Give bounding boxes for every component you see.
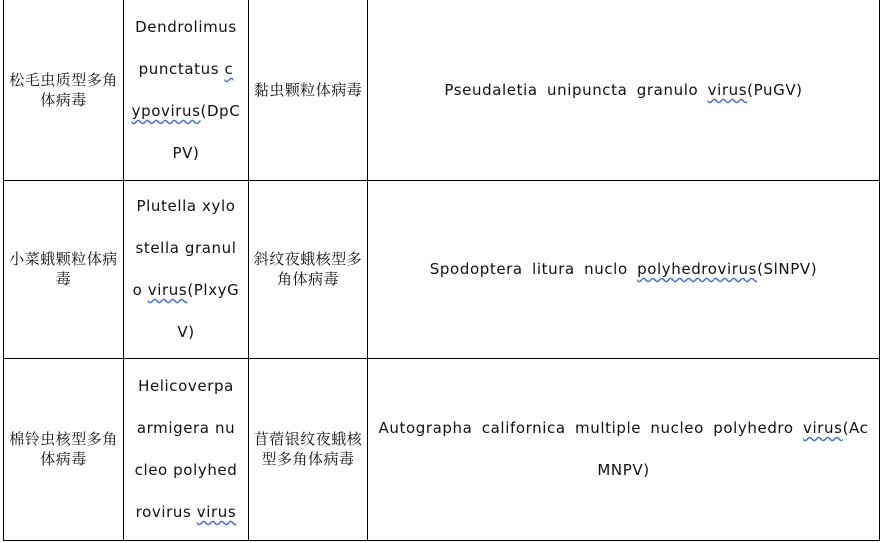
spell-mark: virus bbox=[803, 419, 843, 437]
latin-line: PV) bbox=[172, 143, 200, 162]
spell-mark: virus bbox=[147, 281, 188, 299]
spell-mark: polyhedrovirus bbox=[637, 260, 758, 278]
latin-text: Pseudaletia unipuncta granulo bbox=[444, 80, 708, 99]
latin-line: Dendrolimus bbox=[135, 17, 237, 36]
latin-text: (Ac bbox=[842, 419, 869, 437]
table-cell bbox=[249, 180, 368, 358]
spell-mark: virus bbox=[196, 503, 237, 521]
latin-line: ypovirus(DpC bbox=[131, 101, 241, 120]
latin-line: Plutella xylo bbox=[136, 197, 236, 215]
spell-mark: ypovirus bbox=[131, 101, 201, 120]
table-row bbox=[4, 358, 880, 540]
table-cell bbox=[249, 358, 368, 540]
table-cell bbox=[4, 358, 124, 540]
table-cell bbox=[124, 0, 249, 180]
table-cell bbox=[368, 0, 880, 180]
chinese-name: 斜纹夜蛾核型多角体病毒 bbox=[253, 250, 363, 288]
spell-mark: virus bbox=[707, 80, 748, 99]
latin-line: V) bbox=[177, 323, 195, 341]
latin-line: stella granul bbox=[135, 239, 237, 257]
latin-text: Autographa californica multiple nucleo polyhedro bbox=[378, 419, 804, 437]
latin-text: (PuGV) bbox=[747, 80, 803, 99]
latin-line: o virus(PlxyG bbox=[132, 281, 240, 299]
latin-line: rovirus virus bbox=[135, 503, 237, 521]
latin-line: Helicoverpa bbox=[138, 377, 234, 395]
table-cell bbox=[249, 0, 368, 180]
latin-name bbox=[368, 407, 879, 491]
chinese-name: 黏虫颗粒体病毒 bbox=[253, 80, 363, 99]
table-cell bbox=[124, 358, 249, 540]
latin-name bbox=[368, 248, 879, 290]
chinese-name: 棉铃虫核型多角体病毒 bbox=[9, 430, 118, 468]
table-cell bbox=[124, 180, 249, 358]
latin-text: MNPV) bbox=[597, 461, 650, 479]
table-cell bbox=[4, 0, 124, 180]
chinese-name: 苜蓿银纹夜蛾核型多角体病毒 bbox=[253, 430, 363, 468]
latin-name bbox=[124, 185, 248, 353]
latin-text: Spodoptera litura nuclo bbox=[429, 260, 638, 278]
latin-name bbox=[368, 69, 879, 111]
spell-mark: c bbox=[224, 59, 234, 78]
chinese-name: 小菜蛾颗粒体病毒 bbox=[9, 250, 118, 288]
latin-line: punctatus c bbox=[138, 59, 234, 78]
table-row bbox=[4, 0, 880, 180]
latin-line: armigera nu bbox=[136, 419, 236, 437]
table-row bbox=[4, 180, 880, 358]
latin-text: (SlNPV) bbox=[757, 260, 818, 278]
latin-line: cleo polyhed bbox=[134, 461, 238, 479]
latin-name bbox=[124, 365, 248, 533]
latin-name bbox=[124, 6, 248, 174]
chinese-name: 松毛虫质型多角体病毒 bbox=[9, 70, 118, 109]
table-cell bbox=[4, 180, 124, 358]
virus-table bbox=[3, 0, 880, 541]
table-cell bbox=[368, 358, 880, 540]
table-cell bbox=[368, 180, 880, 358]
